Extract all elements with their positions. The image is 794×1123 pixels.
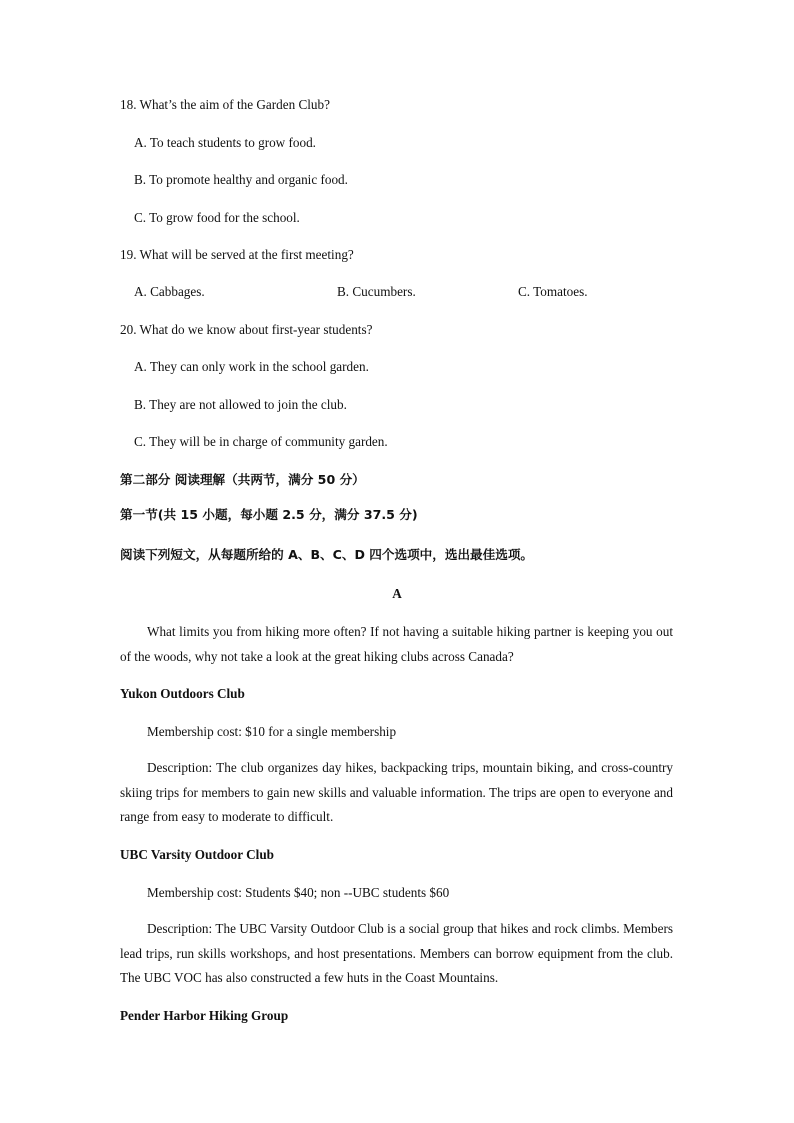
- passage-intro: What limits you from hiking more often? If not having a suitable hiking partner is keeping you out of the woods, why not take a look at the great hiking clubs across Canada?: [120, 624, 673, 664]
- club-name-pender: Pender Harbor Hiking Group: [120, 1008, 289, 1023]
- club-description-ubc: Description: The UBC Varsity Outdoor Club is a social group that hikes and rock climbs. Members lead trips, run skills workshops, and host presentations. Members can borrow equipment from the club. The UBC VOC has also constructed a few huts in the Coast Mountains.: [120, 921, 673, 985]
- club-cost-ubc: Membership cost: Students $40; non --UBC students $60: [147, 885, 450, 900]
- q18-option-a: A. To teach students to grow food.: [134, 135, 316, 150]
- question-20: 20. What do we know about first-year students?: [120, 322, 373, 337]
- q19-option-b: B. Cucumbers.: [337, 284, 416, 299]
- q20-option-b: B. They are not allowed to join the club.: [134, 397, 347, 412]
- section-one-title: 第一节(共 15 小题，每小题 2.5 分，满分 37.5 分): [120, 507, 418, 522]
- q18-option-b: B. To promote healthy and organic food.: [134, 172, 348, 187]
- reading-instruction: 阅读下列短文，从每题所给的 A、B、C、D 四个选项中，选出最佳选项。: [120, 547, 534, 562]
- q20-option-a: A. They can only work in the school garden.: [134, 359, 369, 374]
- club-cost-yukon: Membership cost: $10 for a single membership: [147, 724, 397, 739]
- passage-label: A: [392, 586, 402, 601]
- q19-option-c: C. Tomatoes.: [518, 284, 588, 299]
- question-19: 19. What will be served at the first meeting?: [120, 247, 354, 262]
- club-name-yukon: Yukon Outdoors Club: [120, 686, 245, 701]
- q18-option-c: C. To grow food for the school.: [134, 210, 300, 225]
- club-name-ubc: UBC Varsity Outdoor Club: [120, 847, 275, 862]
- question-18: 18. What’s the aim of the Garden Club?: [120, 97, 330, 112]
- q19-option-a: A. Cabbages.: [134, 284, 205, 299]
- club-description-yukon: Description: The club organizes day hikes, backpacking trips, mountain biking, and cross-country skiing trips for members to gain new skills and valuable information. The trips are open to everyone and range from easy to moderate to difficult.: [120, 760, 673, 824]
- q20-option-c: C. They will be in charge of community garden.: [134, 434, 388, 449]
- part-two-title: 第二部分 阅读理解（共两节，满分 50 分）: [120, 472, 365, 487]
